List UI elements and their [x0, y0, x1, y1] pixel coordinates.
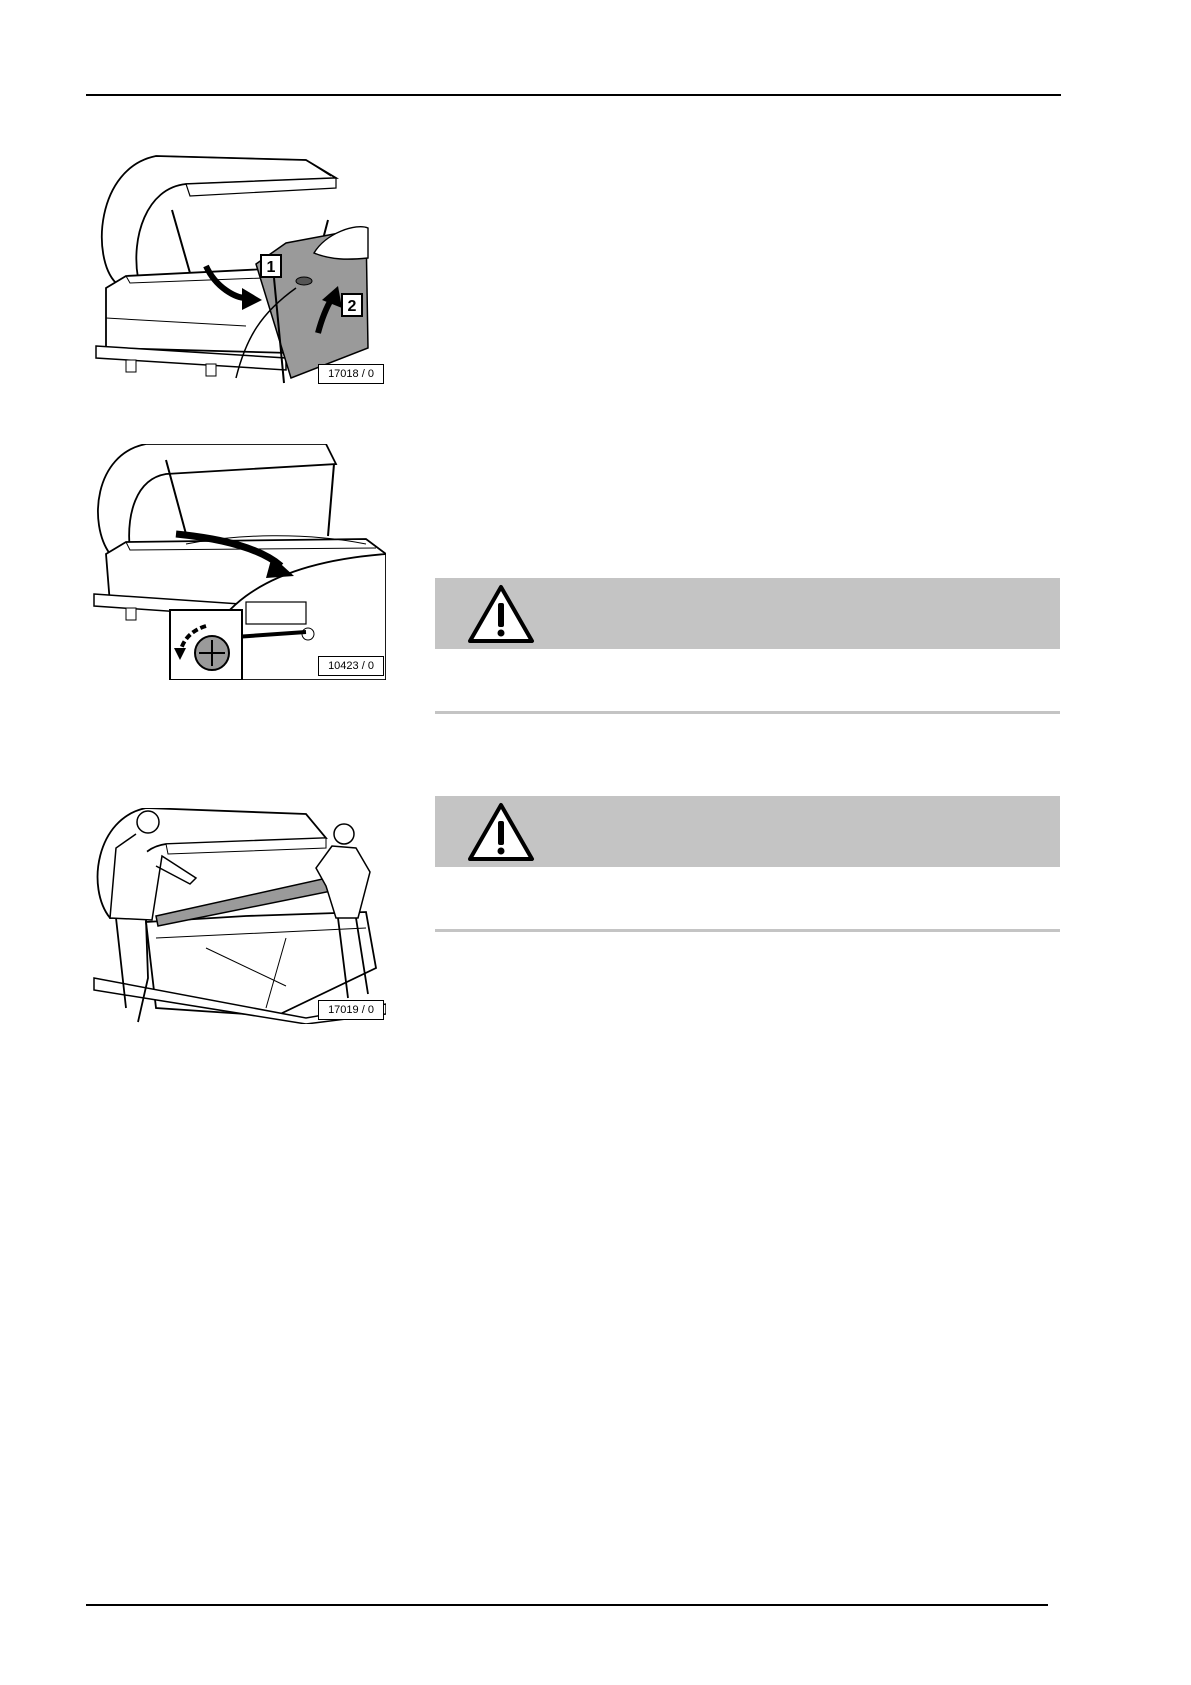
section-separator: [435, 929, 1060, 932]
callout-1: 1: [266, 259, 276, 276]
two-person-lift-illustration: [86, 808, 386, 1024]
warning-banner: [435, 796, 1060, 867]
tanning-bed-illustration: [86, 148, 386, 388]
warning-triangle-icon: [467, 584, 535, 644]
tanning-bed-screw-illustration: [86, 444, 386, 680]
figure-label: 17019 / 0: [318, 1000, 384, 1020]
figure-lift-panel: [86, 808, 386, 1024]
section-separator: [435, 711, 1060, 714]
figure-remove-panel: [86, 148, 386, 388]
callout-2: 2: [347, 298, 357, 315]
warning-triangle-icon: [467, 802, 535, 862]
figure-label: 10423 / 0: [318, 656, 384, 676]
header-rule: [86, 94, 1061, 96]
figure-label: 17018 / 0: [318, 364, 384, 384]
warning-banner: [435, 578, 1060, 649]
figure-unscrew: [86, 444, 386, 680]
footer-rule: [86, 1604, 1048, 1606]
